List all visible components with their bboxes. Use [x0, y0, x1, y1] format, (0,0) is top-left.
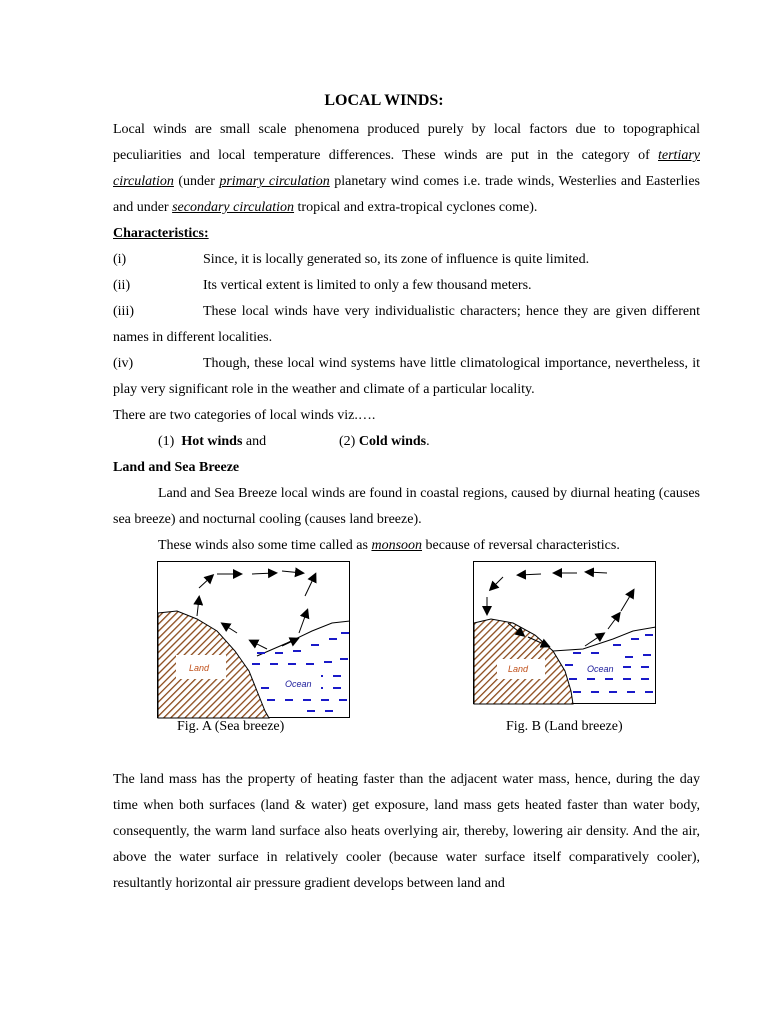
land-sea-p2-text-a: These winds also some time called as [158, 538, 372, 553]
list-item-text: Its vertical extent is limited to only a few thousand meters. [203, 278, 532, 293]
body-paragraph: The land mass has the property of heating faster than the adjacent water mass, hence, during the day time when both surfaces (land & water) get exposure, land mass gets heated faster than water body, consequently, the warm land surface also heats overlying air, thereby, lowering air density. And the air, above the water surface in relatively cooler (because water surface itself comparatively cooler), resultantly horizontal air pressure gradient develops between land and [113, 772, 700, 891]
intro-paragraph [113, 117, 700, 221]
category-and: and [245, 434, 267, 449]
list-item-number: (iii) [113, 304, 134, 319]
intro-text-3: planetary wind comes i.e. trade winds, Westerlies and Easterlies and under [113, 174, 700, 215]
term-monsoon: monsoon [371, 538, 423, 553]
figure-a-land-label: Land [189, 663, 210, 673]
list-item [113, 273, 700, 299]
characteristics-heading: Characteristics: [113, 226, 209, 241]
intro-text-2: (under [173, 174, 220, 189]
list-item-number: (ii) [113, 278, 131, 293]
category-2-number: (2) [339, 434, 356, 449]
category-2 [339, 429, 430, 455]
figure-b-land-label: Land [508, 664, 529, 674]
list-item [113, 247, 700, 273]
list-item-text: Though, these local wind systems have little climatological importance, nevertheless, it play very significant role in the weather and climate of a particular locality. [113, 356, 700, 397]
list-item-number: (iv) [113, 356, 134, 371]
list-item-text: Since, it is locally generated so, its zone of influence is quite limited. [203, 252, 590, 267]
figure-b-ocean-label: Ocean [587, 664, 614, 674]
category-1-number: (1) [158, 434, 175, 449]
categories-row [113, 429, 700, 455]
list-item-number: (i) [113, 252, 127, 267]
intro-text-1: Local winds are small scale phenomena produced purely by local factors due to topographical peculiarities and local temperature differences. These winds are put in the category of [113, 122, 700, 163]
land-sea-heading: Land and Sea Breeze [113, 460, 240, 475]
category-1-label: Hot winds [181, 434, 243, 449]
list-item [113, 351, 700, 403]
list-item [113, 299, 700, 351]
figure-b-land-breeze [473, 561, 657, 705]
list-item-text: These local winds have very individualistic characters; hence they are given different names in different localities. [113, 304, 700, 345]
land-sea-paragraph-2 [113, 533, 700, 559]
category-2-label: Cold winds [358, 434, 427, 449]
intro-text-4: tropical and extra-tropical cyclones come). [294, 200, 538, 215]
figure-a-caption: Fig. A (Sea breeze) [177, 719, 285, 734]
figure-b-caption: Fig. B (Land breeze) [506, 719, 623, 734]
category-1 [158, 429, 266, 455]
land-sea-paragraph-1: Land and Sea Breeze local winds are found in coastal regions, caused by diurnal heating (causes sea breeze) and nocturnal cooling (causes land breeze). [113, 486, 700, 527]
land-sea-p2-text-b: because of reversal characteristics. [422, 538, 620, 553]
page-title: LOCAL WINDS: [324, 92, 444, 109]
term-tertiary-circulation: tertiary circulation [113, 148, 700, 189]
figure-a-sea-breeze [157, 561, 351, 719]
category-period: . [426, 434, 430, 449]
term-secondary-circulation: secondary circulation [172, 200, 295, 215]
figure-a-ocean-label: Ocean [285, 679, 312, 689]
categories-lead: There are two categories of local winds viz.…. [113, 408, 376, 423]
term-primary-circulation: primary circulation [219, 174, 330, 189]
